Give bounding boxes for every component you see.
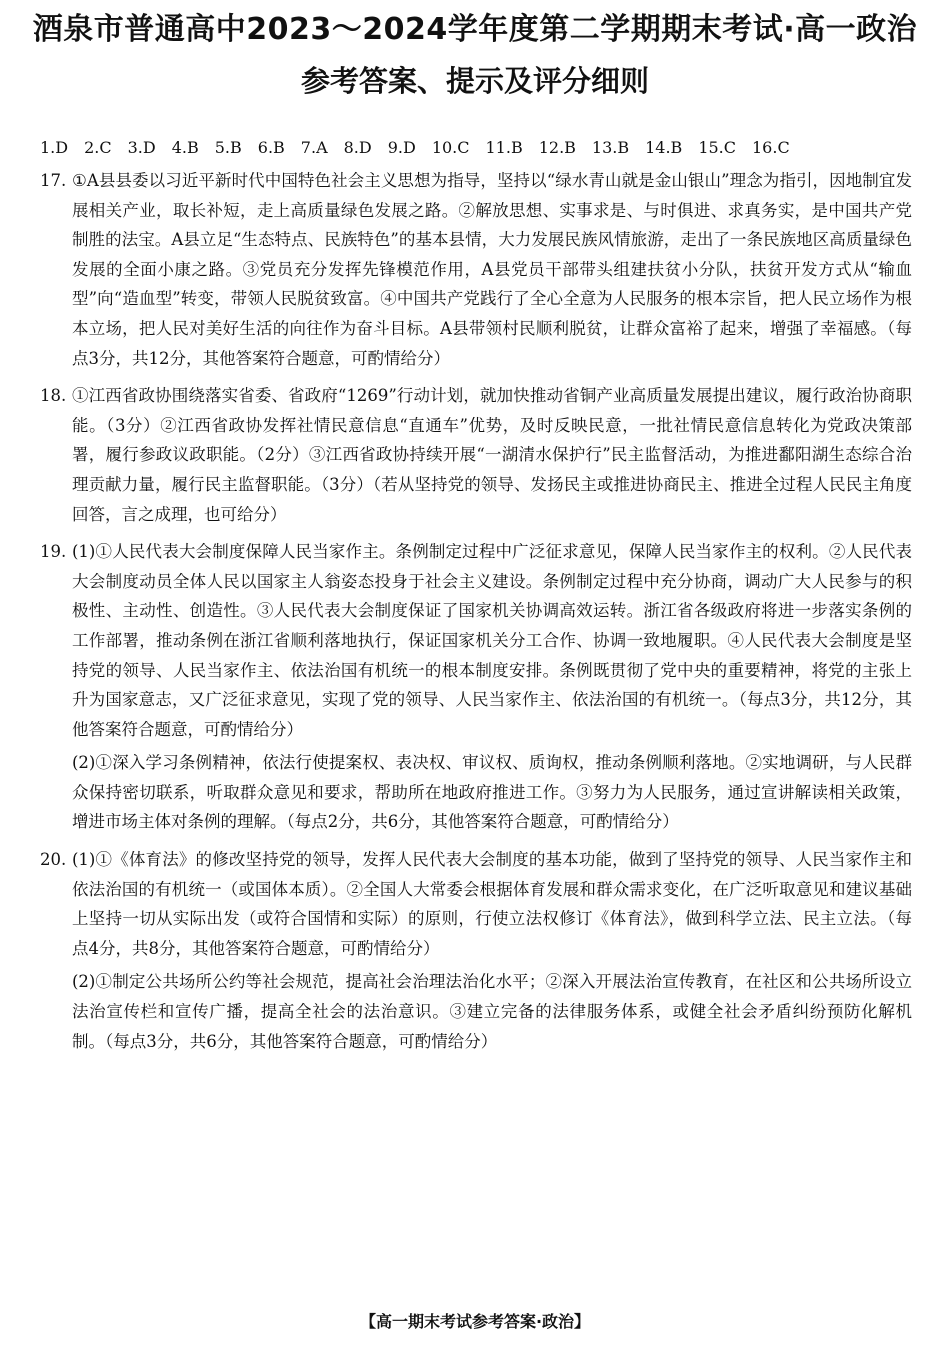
mc-answer: 6.B — [257, 137, 285, 157]
mc-answer: 9.D — [387, 137, 416, 157]
mc-answer: 4.B — [171, 137, 199, 157]
question-20-part-1: (1)①《体育法》的修改坚持党的领导，发挥人民代表大会制度的基本功能，做到了坚持党的领导、人民当家作主和依法治国的有机统一（或国体本质）。②全国人大常委会根据体育发展和群众需求变化，在广泛听取意见和建议基础上坚持一切从实际出发（或符合国情和实际）的原则，行使立法权修订《体育法》，做到科学立法、民主立法。（每点4分，共8分，其他答案符合题意，可酌情给分） — [72, 850, 912, 958]
mc-answer: 16.C — [752, 137, 790, 157]
question-19-part-2: (2)①深入学习条例精神，依法行使提案权、表决权、审议权、质询权，推动条例顺利落地。②实地调研，与人民群众保持密切联系，听取群众意见和要求，帮助所在地政府推进工作。③努力为人民服务，通过宣讲解读相关政策，增进市场主体对条例的理解。（每点2分，共6分，其他答案符合题意，可酌情给分） — [72, 753, 912, 832]
question-number: 20. — [40, 850, 67, 870]
question-20-part-2: (2)①制定公共场所公约等社会规范，提高社会治理法治化水平；②深入开展法治宣传教育，在社区和公共场所设立法治宣传栏和宣传广播，提高全社会的法治意识。③建立完备的法律服务体系，或健全社会矛盾纠纷预防化解机制。（每点3分，共6分，其他答案符合题意，可酌情给分） — [72, 972, 912, 1051]
question-18-answer: ①江西省政协围绕落实省委、省政府“1269”行动计划，就加快推动省铜产业高质量发展提出建议，履行政治协商职能。（3分）②江西省政协发挥社情民意信息“直通车”优势，及时反映民意，一批社情民意信息转化为党政决策部署，履行参政议政职能。（2分）③江西省政协持续开展“一湖清水保护行”民主监督活动，为推进鄱阳湖生态综合治理贡献力量，履行民主监督职能。（3分）（若从坚持党的领导、发扬民主或推进协商民主、推进全过程人民民主角度回答，言之成理，也可给分） — [72, 386, 912, 524]
mc-answer: 8.D — [343, 137, 372, 157]
mc-answer: 10.C — [431, 137, 470, 157]
question-20 — [40, 845, 912, 1056]
question-19 — [40, 537, 912, 837]
mc-answer: 1.D — [40, 137, 69, 157]
mc-answer: 14.B — [645, 137, 683, 157]
page-footer: 【高一期末考试参考答案·政治】 — [359, 1312, 591, 1331]
answer-content — [40, 166, 912, 1064]
question-number: 18. — [40, 386, 67, 406]
question-number: 17. — [40, 171, 67, 190]
question-19-part-1: (1)①人民代表大会制度保障人民当家作主。条例制定过程中广泛征求意见，保障人民当家作主的权利。②人民代表大会制度动员全体人民以国家主人翁姿态投身于社会主义建设。条例制定过程中充分协商，调动广大人民参与的积极性、主动性、创造性。③人民代表大会制度保证了国家机关协调高效运转。浙江省各级政府将进一步落实条例的工作部署，推动条例在浙江省顺利落地执行，保证国家机关分工合作、协调一致地履职。④人民代表大会制度是坚持党的领导、人民当家作主、依法治国有机统一的根本制度安排。条例既贯彻了党中央的重要精神，将党的主张上升为国家意志，又广泛征求意见，实现了党的领导、人民当家作主、依法治国的有机统一。（每点3分，共12分，其他答案符合题意，可酌情给分） — [72, 542, 912, 739]
mc-answer: 5.B — [214, 137, 242, 157]
question-17 — [40, 166, 912, 373]
mc-answer: 15.C — [698, 137, 736, 157]
mc-answer: 7.A — [300, 137, 328, 157]
document-title: 酒泉市普通高中2023～2024学年度第二学期期末考试·高一政治 — [32, 12, 918, 47]
mc-answer: 11.B — [485, 137, 523, 157]
mc-answer: 13.B — [591, 137, 630, 157]
question-17-answer: ①A县县委以习近平新时代中国特色社会主义思想为指导，坚持以“绿水青山就是金山银山”理念为指引，因地制宜发展相关产业，取长补短，走上高质量绿色发展之路。②解放思想、实事求是、与时俱进、求真务实，是中国共产党制胜的法宝。A县立足“生态特点、民族特色”的基本县情，大力发展民族风情旅游，走出了一条民族地区高质量绿色发展的全面小康之路。③党员充分发挥先锋模范作用，A县党员干部带头组建扶贫小分队，扶贫开发方式从“输血型”向“造血型”转变，带领人民脱贫致富。④中国共产党践行了全心全意为人民服务的根本宗旨，把人民立场作为根本立场，把人民对美好生活的向往作为奋斗目标。A县带领村民顺利脱贫，让群众富裕了起来，增强了幸福感。（每点3分，共12分，其他答案符合题意，可酌情给分） — [72, 171, 912, 368]
mc-answer: 3.D — [127, 137, 156, 157]
question-18 — [40, 381, 912, 529]
question-number: 19. — [40, 542, 67, 562]
mc-answer: 2.C — [84, 137, 112, 157]
document-subtitle: 参考答案、提示及评分细则 — [300, 64, 649, 98]
mc-answer: 12.B — [538, 137, 576, 157]
multiple-choice-answers — [40, 133, 806, 161]
